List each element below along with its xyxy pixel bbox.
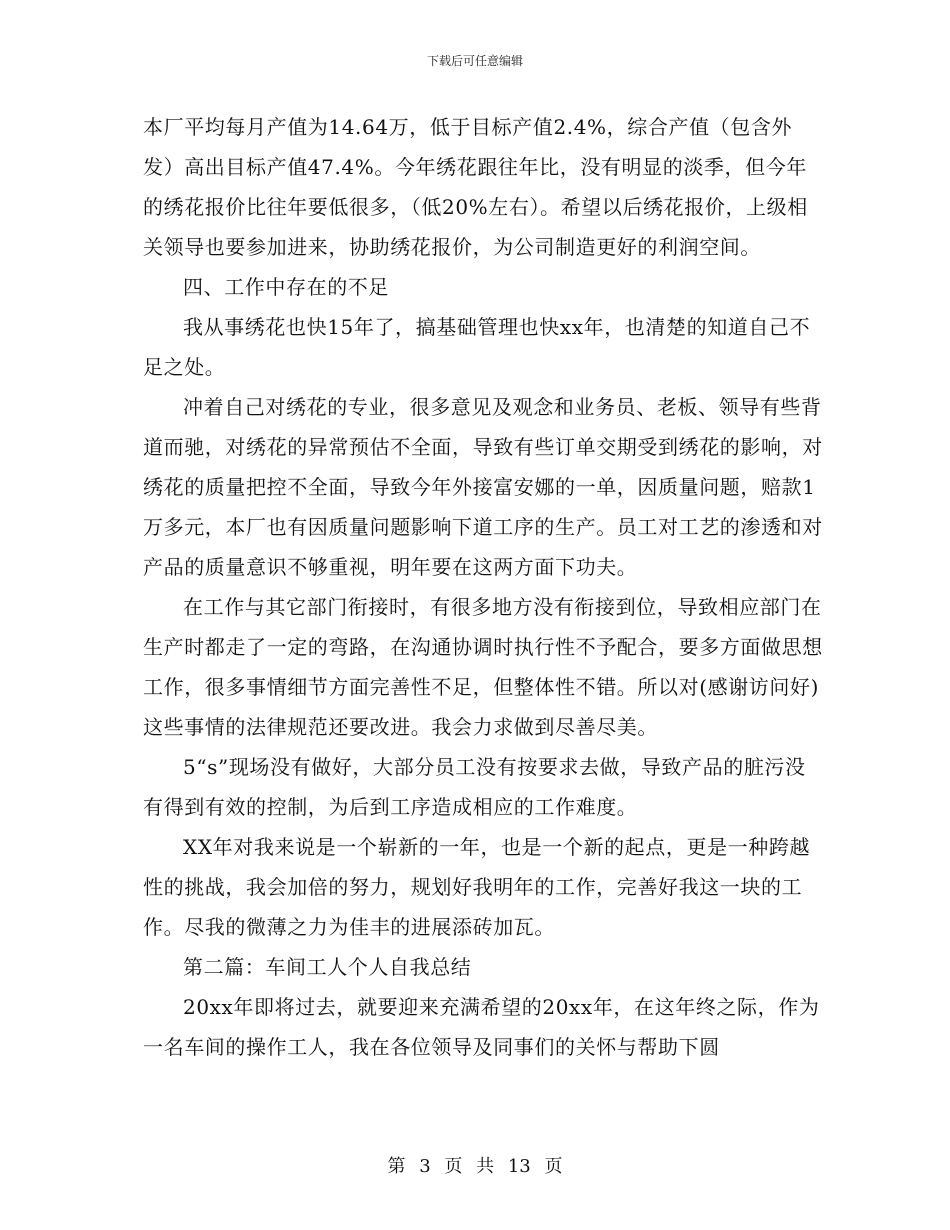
section-heading-shortcomings: 四、工作中存在的不足 xyxy=(183,275,389,299)
document-body xyxy=(143,107,823,1067)
section-heading-part-two: 第二篇：车间工人个人自我总结 xyxy=(183,955,472,979)
paragraph-output-value: 本厂平均每月产值为14.64万，低于目标产值2.4%，综合产值（包含外发）高出目标产值47.4%。今年绣花跟往年比，没有明显的淡季，但今年的绣花报价比往年要低很多，（低20%左右）。希望以后绣花报价，上级相关领导也要参加进来，协助绣花报价，为公司制造更好的利润空间。 xyxy=(143,115,808,259)
paragraph-new-year: XX年对我来说是一个崭新的一年，也是一个新的起点，更是一种跨越性的挑战，我会加倍的努力，规划好我明年的工作，完善好我这一块的工作。尽我的微薄之力为佳丰的进展添砖加瓦。 xyxy=(143,835,811,939)
page-header: 下载后可任意编辑 xyxy=(426,54,523,68)
paragraph-part-two-intro: 20xx年即将过去，就要迎来充满希望的20xx年，在这年终之际，作为一名车间的操作工人，我在各位领导及同事们的关怀与帮助下圆 xyxy=(143,995,820,1059)
paragraph-coordination: 在工作与其它部门衔接时，有很多地方没有衔接到位，导致相应部门在生产时都走了一定的弯路，在沟通协调时执行性不予配合，要多方面做思想工作，很多事情细节方面完善性不足，但整体性不错。所以对(感谢访问好)这些事情的法律规范还要改进。我会力求做到尽善尽美。 xyxy=(143,595,823,739)
paragraph-experience: 我从事绣花也快15年了，搞基础管理也快xx年，也清楚的知道自己不足之处。 xyxy=(143,315,811,379)
paragraph-quality-issues: 冲着自己对绣花的专业，很多意见及观念和业务员、老板、领导有些背道而驰，对绣花的异常预估不全面，导致有些订单交期受到绣花的影响，对绣花的质量把控不全面，导致今年外接富安娜的一单，因质量问题，赔款1万多元，本厂也有因质量问题影响下道工序的生产。员工对工艺的渗透和对产品的质量意识不够重视，明年要在这两方面下功夫。 xyxy=(143,395,823,579)
page-number-footer: 第 3 页 共 13 页 xyxy=(387,1156,563,1177)
paragraph-5s: 5“s”现场没有做好，大部分员工没有按要求去做，导致产品的脏污没有得到有效的控制，为后到工序造成相应的工作难度。 xyxy=(143,755,806,819)
